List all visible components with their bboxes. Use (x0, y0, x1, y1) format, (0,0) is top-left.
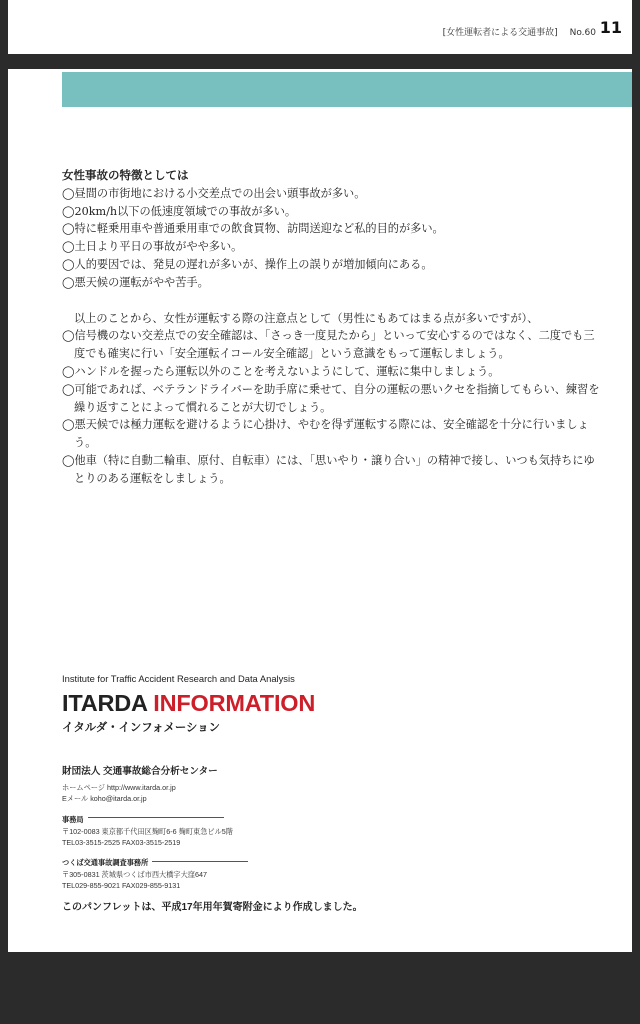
tsukuba-phone: TEL029-855-9021 FAX029-855-9131 (62, 880, 181, 890)
tsukuba-address: 〒305-0831 茨城県つくば市西大橋字大窪647 (62, 870, 207, 880)
logo-kana: イタルダ・インフォメーション (62, 722, 220, 734)
feature-item: ◯人的要因では、発見の遅れが多いが、操作上の誤りが増加傾向にある。 (62, 257, 433, 271)
feature-item: ◯昼間の市街地における小交差点での出会い頭事故が多い。 (62, 186, 366, 200)
feature-item: ◯悪天候の運転がやや苦手。 (62, 275, 209, 289)
feature-item: ◯土日より平日の事故がやや多い。 (62, 240, 243, 254)
itarda-info-block (62, 673, 462, 892)
features-heading: 女性事故の特徴としては (62, 168, 189, 182)
advice-item: ◯他車（特に自動二輪車、原付、自転車）には、「思いやり・譲り合い」の精神で接し、いつも気持ちにゆとりのある運転をしましょう。 (62, 453, 595, 485)
footer-note: このパンフレットは、平成17年用年賀寄附金により作成しました。 (62, 902, 363, 913)
office-section (62, 809, 462, 827)
page-header (8, 0, 632, 54)
advice-item: ◯信号機のない交差点での安全確認は、「さっき一度見たから」といって安心するのではなく、二度でも三度でも確実に行い「安全運転イコール安全確認」という意識をもって運転しましょう。 (62, 329, 595, 361)
logo-information: INFORMATION (153, 690, 316, 716)
teal-band (62, 72, 632, 107)
feature-item: ◯特に軽乗用車や普通乗用車での飲食買物、訪問送迎など私的目的が多い。 (62, 222, 444, 236)
institute-name-en: Institute for Traffic Accident Research and Data Analysis (62, 673, 295, 684)
office-label: 事務局 (62, 815, 84, 825)
email-line: Eメール koho@itarda.or.jp (62, 793, 147, 803)
page-number: 11 (599, 18, 622, 37)
advice-item: ◯可能であれば、ベテランドライバーを助手席に乗せて、自分の運転の悪いクセを指摘してもらい、練習を繰り返すことによって慣れることが大切でしょう。 (62, 382, 600, 414)
divider (152, 861, 248, 862)
page-body (8, 69, 632, 952)
section-title: [女性運転者による交通事故] (442, 28, 558, 38)
office-phone: TEL03-3515-2525 FAX03-3515-2519 (62, 837, 181, 847)
divider (88, 817, 224, 818)
homepage-line: ホームページ http://www.itarda.or.jp (62, 783, 176, 792)
advice-item: ◯悪天候では極力運転を避けるように心掛け、やむを得ず運転する際には、安全確認を十分に行いましょう。 (62, 418, 589, 450)
issue-number: No.60 (569, 28, 596, 38)
itarda-logo (62, 690, 462, 717)
running-header (443, 25, 596, 38)
tsukuba-section (62, 852, 462, 870)
organization-name: 財団法人 交通事故総合分析センター (62, 766, 218, 777)
logo-itarda: ITARDA (62, 690, 147, 716)
office-address: 〒102-0083 東京都千代田区麹町6-6 麹町東急ビル5階 (62, 827, 233, 837)
article-text (62, 167, 602, 488)
feature-item: ◯20km/h以下の低速度領域での事故が多い。 (62, 204, 297, 218)
advice-item: ◯ハンドルを握ったら運転以外のことを考えないようにして、運転に集中しましょう。 (62, 364, 500, 378)
tsukuba-label: つくば交通事故調査事務所 (62, 858, 149, 868)
advice-intro: 以上のことから、女性が運転する際の注意点として（男性にもあてはまる点が多いですが）、 (74, 311, 539, 325)
